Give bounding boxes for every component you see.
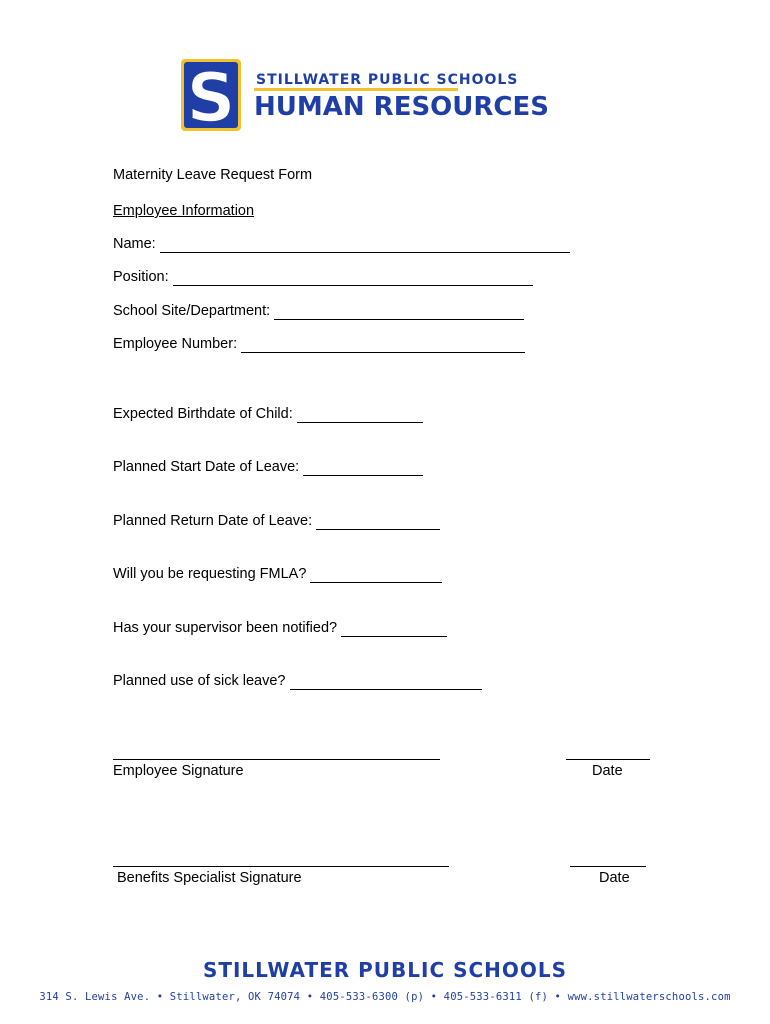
birthdate-line[interactable] bbox=[297, 408, 423, 423]
fmla-label: Will you be requesting FMLA? bbox=[113, 566, 307, 582]
employee-signature-line[interactable] bbox=[113, 759, 440, 760]
site-line[interactable] bbox=[274, 305, 524, 320]
birthdate-label: Expected Birthdate of Child: bbox=[113, 406, 293, 422]
benefits-date-label: Date bbox=[599, 870, 630, 886]
position-line[interactable] bbox=[173, 271, 533, 286]
return-date-field[interactable] bbox=[113, 512, 440, 530]
employee-number-field[interactable] bbox=[113, 335, 525, 353]
sick-leave-label: Planned use of sick leave? bbox=[113, 673, 286, 689]
position-label: Position: bbox=[113, 269, 169, 285]
benefits-date-line[interactable] bbox=[570, 866, 646, 867]
org-name: STILLWATER PUBLIC SCHOOLS bbox=[256, 72, 519, 88]
sick-leave-line[interactable] bbox=[290, 675, 482, 690]
start-date-line[interactable] bbox=[303, 461, 423, 476]
supervisor-label: Has your supervisor been notified? bbox=[113, 620, 338, 636]
employee-signature-label: Employee Signature bbox=[113, 763, 244, 779]
employee-number-label: Employee Number: bbox=[113, 336, 238, 352]
name-field[interactable] bbox=[113, 235, 570, 253]
dept-name: HUMAN RESOURCES bbox=[254, 92, 549, 122]
sick-leave-field[interactable] bbox=[113, 672, 482, 690]
birthdate-field[interactable] bbox=[113, 405, 423, 423]
employee-date-line[interactable] bbox=[566, 759, 650, 760]
form-title: Maternity Leave Request Form bbox=[113, 167, 313, 183]
fmla-line[interactable] bbox=[310, 568, 442, 583]
s-logo-icon bbox=[180, 58, 244, 134]
start-date-field[interactable] bbox=[113, 458, 423, 476]
return-date-label: Planned Return Date of Leave: bbox=[113, 513, 313, 529]
footer-org-name: STILLWATER PUBLIC SCHOOLS bbox=[202, 958, 568, 982]
return-date-line[interactable] bbox=[316, 515, 440, 530]
gold-divider bbox=[254, 88, 458, 91]
benefits-signature-label: Benefits Specialist Signature bbox=[117, 870, 302, 886]
footer-address: 314 S. Lewis Ave. • Stillwater, OK 74074 • 405-533-6300 (p) • 405-533-6311 (f) • www.stillwaterschools.com bbox=[39, 991, 731, 1003]
supervisor-line[interactable] bbox=[341, 622, 447, 637]
supervisor-field[interactable] bbox=[113, 619, 447, 637]
position-field[interactable] bbox=[113, 268, 533, 286]
start-date-label: Planned Start Date of Leave: bbox=[113, 459, 300, 475]
fmla-field[interactable] bbox=[113, 565, 442, 583]
benefits-signature-line[interactable] bbox=[113, 866, 449, 867]
employee-number-line[interactable] bbox=[241, 338, 525, 353]
name-line[interactable] bbox=[160, 238, 570, 253]
name-label: Name: bbox=[113, 236, 156, 252]
section-heading: Employee Information bbox=[113, 203, 255, 219]
logo-letter: S bbox=[186, 59, 236, 134]
site-label: School Site/Department: bbox=[113, 303, 271, 319]
site-field[interactable] bbox=[113, 302, 524, 320]
employee-date-label: Date bbox=[592, 763, 623, 779]
